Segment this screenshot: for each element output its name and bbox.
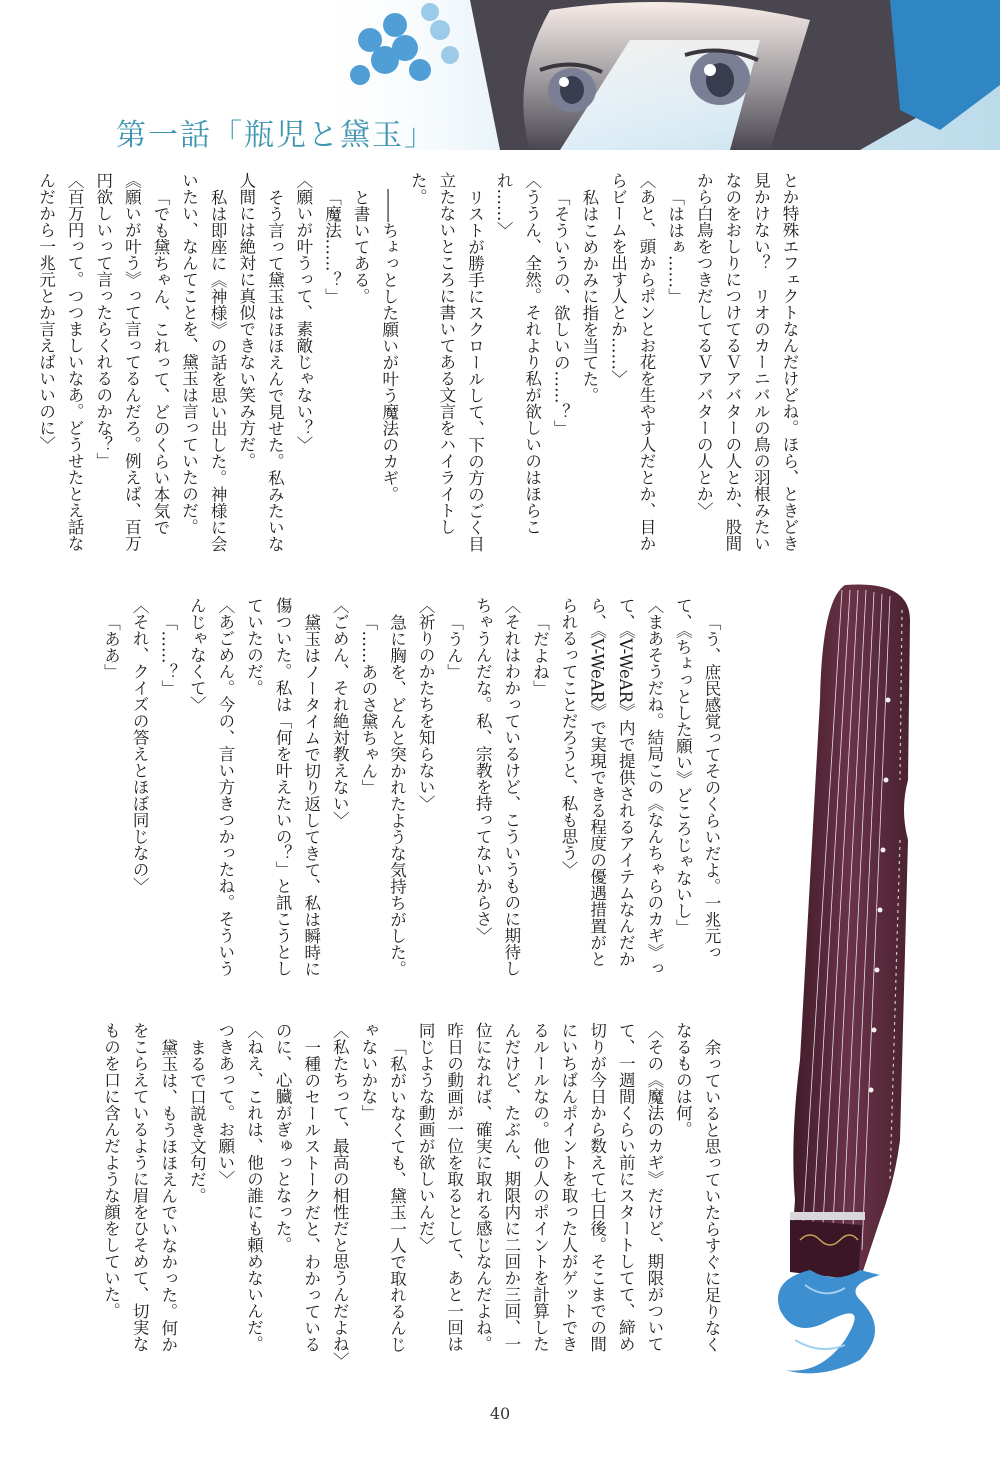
- paragraph: 〈ごめん、それ絶対教えない〉: [330, 597, 350, 828]
- paragraph: 余っていると思っていたらすぐに足りなくなるものは何。: [673, 1022, 721, 1352]
- paragraph: 私はこめかみに指を当てた。: [579, 188, 599, 403]
- paragraph: 黛玉はノータイムで切り返してきて、私は瞬時に傷ついた。私は「何を叶えたいの？」と訊こうとしていたのだ。: [244, 597, 321, 977]
- paragraph: そう言って黛玉はほほえんで見せた。私みたいな人間には絶対に真似できない笑み方だ。: [236, 172, 285, 552]
- paragraph: リストが勝手にスクロールして、下の方のごく目立たないところに書いてある文言をハイライトした。: [408, 172, 485, 552]
- page-number: 40: [489, 1404, 511, 1423]
- text-block-bottom: [101, 1022, 725, 1369]
- paragraph: 「私がいなくても、黛玉一人で取れるんじゃないかな」: [358, 1022, 407, 1352]
- paragraph: 急に胸を、どんと突かれたような気持ちがした。: [387, 613, 407, 977]
- paragraph: 〈それはわかっているけど、こういうものに期待しちゃうんだな。私、宗教を持ってないからさ〉: [473, 597, 521, 977]
- paragraph: 〈それ、クイズの答えとほぼ同じなの〉: [130, 597, 150, 894]
- paragraph: 「魔法……？」: [322, 188, 342, 304]
- text-block-middle: [101, 597, 725, 979]
- paragraph: 黛玉は、もうほほえんでいなかった。何かをこらえているように眉をひそめて、切実なものを口に含んだような顔をしていた。: [101, 1022, 178, 1352]
- paragraph: 「う、庶民感覚ってそのくらいだよ。一兆元って、《ちょっとした願い》どころじゃないし」: [673, 597, 721, 960]
- paragraph: 「ああ」: [101, 613, 121, 680]
- paragraph: 「そういうの、欲しいの……？」: [551, 188, 571, 436]
- paragraph: 〈その《魔法のカギ》だけど、期限がついてて、一週間くらい前にスタートしてて、締め切りが今日から数えて七日後。そこまでの間にいちばんポイントを取った人がゲットできるルールなの。他の人のポイントを計算したんだけど、たぶん、期限内に二回か三回、一位になれば、確実に取れる感じなんだよね。昨日の動画が一位を取るとして、あと一回は同じような動画が欲しいんだ〉: [416, 1022, 664, 1352]
- paragraph: 〈祈りのかたちを知らない〉: [416, 597, 436, 812]
- paragraph: 〈まあそうだね。結局この《なんちゃらのカギ》って、《V-WeAR》内で提供されるアイテムなんだから、《V-WeAR》で実現できる程度の優遇措置がとられるってことだろうと、私も思う〉: [559, 597, 664, 977]
- chapter-title: 第一話「瓶児と黛玉」: [116, 118, 436, 153]
- paragraph: 「……あのさ黛ちゃん」: [358, 613, 378, 795]
- paragraph: 〈ううん、全然。それより私が欲しいのはほらこれ……〉: [494, 172, 542, 535]
- paragraph: 〈願いが叶うって、素敵じゃない？〉: [293, 172, 313, 453]
- paragraph: 〈あごめん。今の、言い方きつかったね。そういうんじゃなくて〉: [187, 597, 235, 977]
- paragraph: と書いてある。: [351, 188, 371, 304]
- paragraph: 〈あと、頭からポンとお花を生やす人だとか、目からビームを出す人とか……〉: [608, 172, 657, 552]
- paragraph: 〈私たちって、最高の相性だと思うんだよね〉: [330, 1022, 350, 1369]
- paragraph: 「……？」: [158, 613, 178, 696]
- paragraph: 「ははぁ……」: [665, 188, 685, 304]
- paragraph: 「うん」: [444, 613, 464, 680]
- paragraph: 〈ねえ、これは、他の誰にも頼めないんだ。つきあって。お願い〉: [215, 1022, 264, 1352]
- text-block-top: [36, 172, 803, 554]
- paragraph: ――ちょっとした願いが叶う魔法のカギ。: [379, 188, 399, 502]
- paragraph: まるで口説き文句だ。: [187, 1038, 207, 1204]
- paragraph: 「だよね」: [530, 613, 550, 696]
- paragraph: とか特殊エフェクトなんだけどね。ほら、ときどき見かけない？ リオのカーニバルの鳥の羽根みたいなのをおしりにつけてるＶアバターの人とか、股間から白鳥をつきだしてるＶアバターの人とか〉: [694, 172, 799, 552]
- paragraph: 一種のセールストークだと、わかっているのに、心臓がぎゅっとなった。: [273, 1022, 321, 1352]
- paragraph: 「でも黛ちゃん、これって、どのくらい本気で《願いが叶う》って言ってるんだろ。例えば、百万円欲しいって言ったらくれるのかな？」: [93, 172, 170, 552]
- paragraph: 〈百万円って。つつましいなあ。どうせたとえ話なんだから一兆元とか言えばいいのに〉: [36, 172, 85, 552]
- guqin-illustration: [750, 580, 930, 1380]
- paragraph: 私は即座に《神様》の話を思い出した。神様に会いたい、なんてことを、黛玉は言っていたのだ。: [179, 172, 228, 552]
